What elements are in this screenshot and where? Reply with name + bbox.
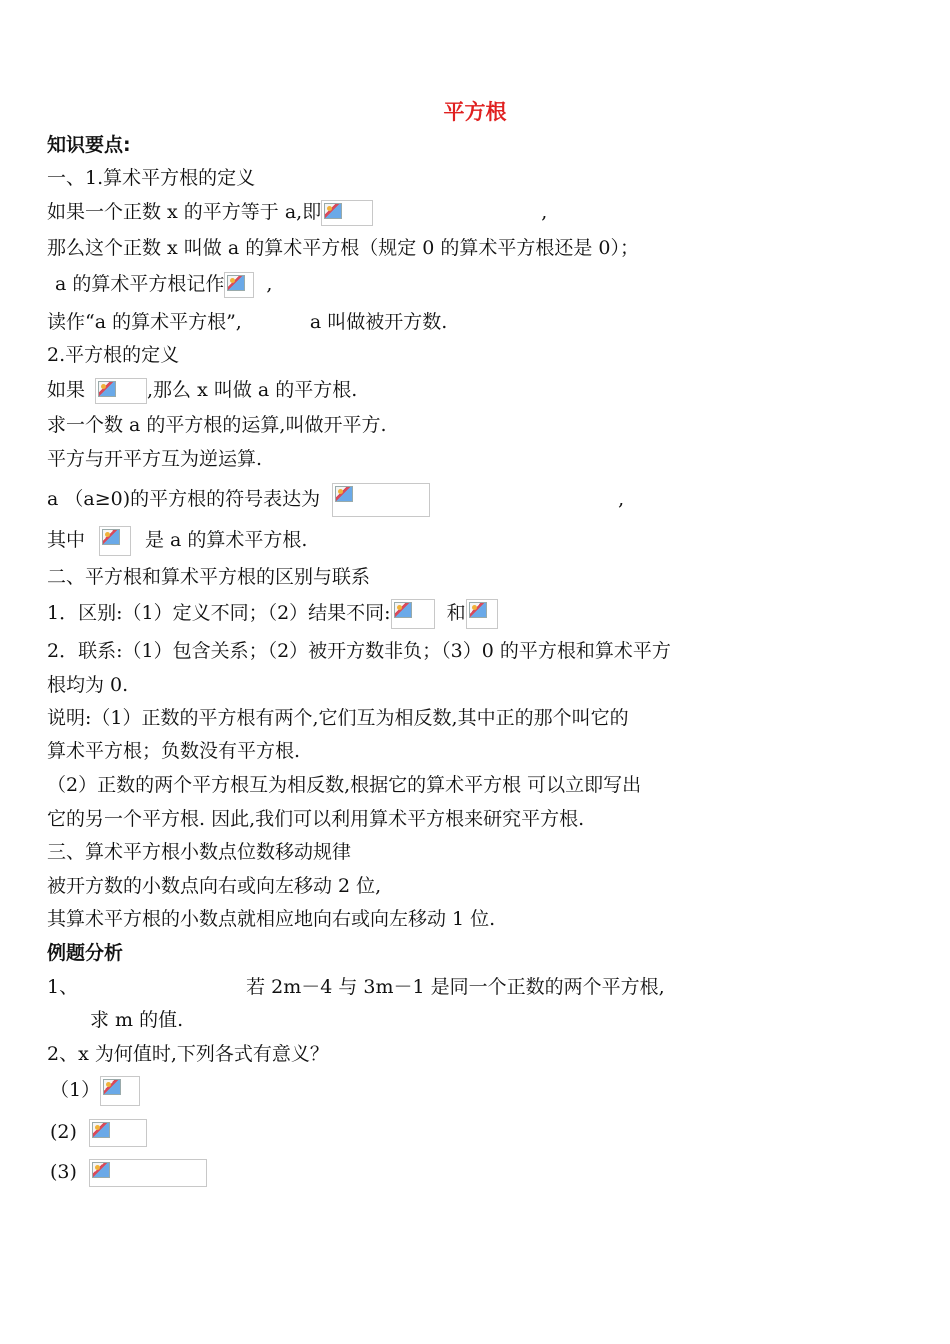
text-span: 是 a 的算术平方根. [145, 529, 308, 551]
text-line: 三、算术平方根小数点位数移动规律 [47, 841, 352, 863]
formula-image [332, 483, 430, 517]
text-line [47, 973, 665, 1001]
section-heading-key-points: 知识要点: [47, 134, 131, 156]
text-span: a 的算术平方根记作 [55, 273, 225, 295]
page-title: 平方根 [443, 100, 507, 124]
text-span: , [618, 488, 625, 510]
formula-image [224, 272, 254, 298]
text-span: a （a≥0)的平方根的符号表达为 [47, 488, 321, 510]
text-line: 它的另一个平方根. 因此,我们可以利用算术平方根来研究平方根. [47, 808, 585, 830]
formula-image [95, 378, 147, 404]
formula-image [391, 599, 435, 629]
text-line [50, 1158, 207, 1187]
text-line: （2）正数的两个平方根互为相反数,根据它的算术平方根 可以立即写出 [47, 774, 642, 796]
text-span: (3) [50, 1161, 77, 1183]
text-line [47, 308, 447, 336]
text-line [50, 1118, 147, 1147]
text-line: 求 m 的值. [90, 1009, 184, 1031]
text-line: 2、x 为何值时,下列各式有意义？ [47, 1043, 329, 1065]
text-span: 1．区别:（1）定义不同；（2）结果不同: [47, 602, 391, 624]
text-span: ,那么 x 叫做 a 的平方根. [147, 379, 358, 401]
text-span: 若 2m－4 与 3m－1 是同一个正数的两个平方根, [246, 976, 665, 998]
text-line [47, 483, 624, 517]
text-line: 一、1.算术平方根的定义 [47, 167, 256, 189]
text-span: 1、 [47, 976, 79, 998]
text-span: , [266, 273, 273, 295]
text-line [47, 526, 307, 556]
text-line: 二、平方根和算术平方根的区别与联系 [47, 566, 371, 588]
section-heading-examples: 例题分析 [47, 942, 124, 964]
text-line [47, 599, 498, 629]
broken-image-icon [92, 1162, 110, 1178]
text-line: 平方与开平方互为逆运算. [47, 448, 263, 470]
text-span: , [541, 201, 548, 223]
broken-image-icon [227, 275, 245, 291]
formula-image [89, 1119, 147, 1147]
broken-image-icon [92, 1122, 110, 1138]
broken-image-icon [324, 203, 342, 219]
text-line [55, 270, 272, 298]
text-line: 那么这个正数 x 叫做 a 的算术平方根（规定 0 的算术平方根还是 0）； [47, 237, 639, 259]
text-span: 如果一个正数 x 的平方等于 a,即 [47, 201, 322, 223]
text-span: a 叫做被开方数. [309, 311, 448, 333]
broken-image-icon [103, 1079, 121, 1095]
text-line: 其算术平方根的小数点就相应地向右或向左移动 1 位. [47, 908, 496, 930]
text-span: 和 [446, 602, 466, 624]
text-line [50, 1076, 140, 1106]
text-line: 说明:（1）正数的平方根有两个,它们互为相反数,其中正的那个叫它的 [47, 707, 629, 729]
text-span: 读作“a 的算术平方根”, [47, 311, 242, 333]
text-span: (2) [50, 1121, 77, 1143]
text-line: 根均为 0. [47, 674, 129, 696]
text-line: 算术平方根；负数没有平方根. [47, 740, 301, 762]
formula-image [89, 1159, 207, 1187]
formula-image [321, 200, 373, 226]
broken-image-icon [335, 486, 353, 502]
text-line [47, 198, 547, 226]
formula-image [100, 1076, 140, 1106]
broken-image-icon [102, 529, 120, 545]
text-line: 被开方数的小数点向右或向左移动 2 位, [47, 875, 382, 897]
text-span: 其中 [47, 529, 86, 551]
broken-image-icon [469, 602, 487, 618]
text-line: 2.平方根的定义 [47, 344, 180, 366]
text-line [47, 376, 357, 404]
formula-image [99, 526, 131, 556]
text-span: （1） [50, 1079, 101, 1101]
text-line: 2．联系:（1）包含关系；（2）被开方数非负；（3）0 的平方根和算术平方 [47, 640, 671, 662]
broken-image-icon [394, 602, 412, 618]
broken-image-icon [98, 381, 116, 397]
text-span: 如果 [47, 379, 86, 401]
text-line: 求一个数 a 的平方根的运算,叫做开平方. [47, 414, 387, 436]
formula-image [466, 599, 498, 629]
